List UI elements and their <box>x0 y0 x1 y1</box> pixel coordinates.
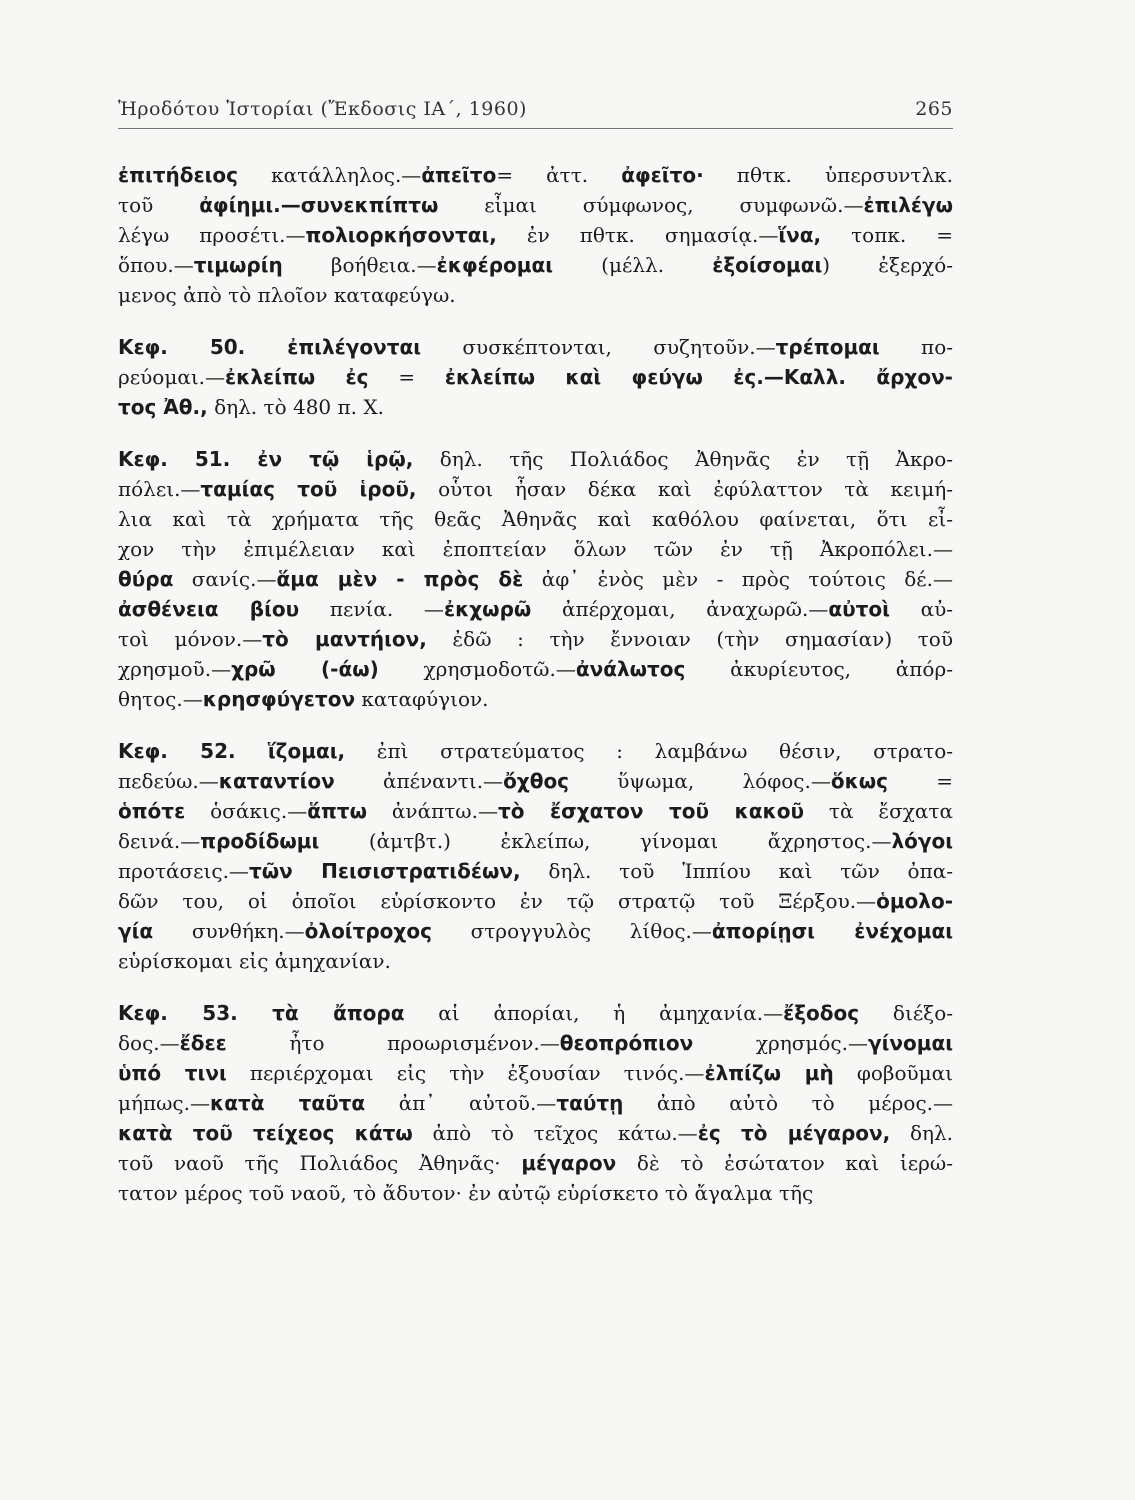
text-line <box>118 444 953 474</box>
gloss: χρησμοῦ.— <box>118 657 232 681</box>
gloss: δῶν του, οἱ ὁποῖοι εὑρίσκοντο ἐν τῷ στρατῷ τοῦ Ξέρξου.— <box>118 889 877 913</box>
text-line <box>118 684 953 714</box>
text-line <box>118 624 953 654</box>
gloss: ἀπέναντι.— <box>334 769 504 793</box>
gloss: δηλ. τοῦ Ἱππίου καὶ τῶν ὀπα- <box>520 859 953 883</box>
lemma: Κεφ. 52. <box>118 739 268 763</box>
lemma: κατὰ ταῦτα <box>210 1091 366 1115</box>
lemma: ἵζομαι, <box>267 739 346 763</box>
lemma: ἀπεῖτο <box>421 163 497 187</box>
lemma: ὅκως <box>830 769 889 793</box>
gloss: πθτκ. ὑπερσυντλκ. <box>703 163 953 187</box>
paragraph <box>118 160 953 310</box>
text-line <box>118 1148 953 1178</box>
gloss: πο- <box>879 335 953 359</box>
gloss: χρησμός.— <box>693 1031 868 1055</box>
text-line <box>118 190 953 220</box>
gloss: = <box>368 365 445 389</box>
text-line <box>118 1178 953 1208</box>
text-line <box>118 856 953 886</box>
gloss: τὰ ἔσχατα <box>803 799 953 823</box>
paragraph <box>118 332 953 422</box>
gloss: ἀνάπτω.— <box>366 799 498 823</box>
lemma: τῶν Πεισιστρατιδέων, <box>248 859 521 883</box>
lemma: ταύτῃ <box>556 1091 624 1115</box>
gloss: ὅπου.— <box>118 253 194 277</box>
gloss: ἀφ᾽ ἑνὸς μὲν - πρὸς τούτοις δέ.— <box>523 567 953 591</box>
gloss: τατον μέρος τοῦ ναοῦ, τὸ ἄδυτον· ἐν αὐτῷ εὑρίσκετο τὸ ἄγαλμα τῆς <box>118 1181 814 1205</box>
text-line <box>118 1058 953 1088</box>
lemma: λόγοι <box>891 829 953 853</box>
lemma: μέγαρον <box>521 1151 617 1175</box>
gloss: δὲ τὸ ἐσώτατον καὶ ἱερώ- <box>616 1151 953 1175</box>
gloss: σανίς.— <box>173 567 277 591</box>
text-line <box>118 886 953 916</box>
text-line <box>118 280 953 310</box>
text-line <box>118 736 953 766</box>
lemma: ὀλοίτροχος <box>304 919 432 943</box>
lemma: θεοπρόπιον <box>559 1031 694 1055</box>
lemma: ὄχθος <box>503 769 570 793</box>
commentary-body <box>118 160 953 1230</box>
gloss: (μέλλ. <box>553 253 713 277</box>
lemma: τρέπομαι <box>775 335 880 359</box>
text-line <box>118 1088 953 1118</box>
gloss: συσκέπτονται, συζητοῦν.— <box>421 335 776 359</box>
lemma: τος Ἀθ., <box>118 395 208 419</box>
gloss: αἱ ἀπορίαι, ἡ ἀμηχανία.— <box>404 1001 784 1025</box>
lemma: ἐξοίσομαι <box>712 253 823 277</box>
gloss: ἀκυρίευτος, ἀπόρ- <box>685 657 953 681</box>
gloss: ἐν πθτκ. σημασίᾳ.— <box>496 223 779 247</box>
lemma: ἐν τῷ ἱρῷ, <box>257 447 414 471</box>
gloss: διέξο- <box>859 1001 953 1025</box>
gloss: βοήθεια.— <box>282 253 437 277</box>
text-line <box>118 826 953 856</box>
text-line <box>118 796 953 826</box>
text-line <box>118 1118 953 1148</box>
text-line <box>118 1028 953 1058</box>
gloss: λια καὶ τὰ χρήματα τῆς θεᾶς Ἀθηνᾶς καὶ καθόλου φαίνεται, ὅτι εἶ- <box>118 507 953 531</box>
lemma: γίνομαι <box>867 1031 953 1055</box>
gloss: προτάσεις.— <box>118 859 249 883</box>
lemma: Κεφ. 50. <box>118 335 288 359</box>
gloss: ἀπὸ αὐτὸ τὸ μέρος.— <box>623 1091 953 1115</box>
gloss: φοβοῦμαι <box>833 1061 953 1085</box>
gloss: ἀπ᾽ αὐτοῦ.— <box>365 1091 557 1115</box>
text-line <box>118 564 953 594</box>
text-line <box>118 362 953 392</box>
gloss: κατάλληλος.— <box>238 163 422 187</box>
gloss: εὑρίσκομαι εἰς ἀμηχανίαν. <box>118 949 391 973</box>
lemma: ὁπότε <box>118 799 186 823</box>
text-line <box>118 250 953 280</box>
header-title: Ἡροδότου Ἱστορίαι (Ἔκδοσις ΙΑ΄, 1960) <box>118 98 527 120</box>
gloss: καταφύγιον. <box>355 687 489 711</box>
lemma: ἐκφέρομαι <box>436 253 554 277</box>
gloss: μήπως.— <box>118 1091 210 1115</box>
lemma: ἔξοδος <box>783 1001 860 1025</box>
gloss: συνθήκη.— <box>153 919 305 943</box>
text-line <box>118 220 953 250</box>
lemma: πολιορκήσονται, <box>305 223 497 247</box>
lemma: ἐς τὸ μέγαρον, <box>697 1121 891 1145</box>
gloss: ἐδῶ : τὴν ἔννοιαν (τὴν σημασίαν) τοῦ <box>426 627 953 651</box>
text-line <box>118 504 953 534</box>
lemma: χρῶ (-άω) <box>231 657 379 681</box>
gloss: θητος.— <box>118 687 203 711</box>
gloss: ρεύομαι.— <box>118 365 226 389</box>
gloss: πενία. — <box>299 597 444 621</box>
gloss: αὐ- <box>889 597 953 621</box>
text-line <box>118 534 953 564</box>
gloss: ἦτο προωρισμένον.— <box>226 1031 560 1055</box>
gloss: περιέρχομαι εἰς τὴν ἐξουσίαν τινός.— <box>226 1061 705 1085</box>
text-line <box>118 998 953 1028</box>
lemma: ὑπό τινι <box>118 1061 227 1085</box>
lemma: Κεφ. 51. <box>118 447 258 471</box>
lemma: ἀφεῖτο· <box>621 163 704 187</box>
lemma: γία <box>118 919 154 943</box>
lemma: ἅπτω <box>307 799 367 823</box>
gloss: χον τὴν ἐπιμέλειαν καὶ ἐποπτείαν ὅλων τῶν ἐν τῇ Ἀκροπόλει.— <box>118 537 953 561</box>
gloss: ἐπὶ στρατεύματος : λαμβάνω θέσιν, στρατο- <box>345 739 953 763</box>
text-line <box>118 594 953 624</box>
lemma: αὐτοὶ <box>828 597 890 621</box>
lemma: ἵνα, <box>778 223 822 247</box>
lemma: ἐπιτήδειος <box>118 163 239 187</box>
lemma: ἐκχωρῶ <box>443 597 532 621</box>
lemma: ἐπιλέγω <box>863 193 953 217</box>
lemma: κρησφύγετον <box>202 687 356 711</box>
lemma: ἀφίημι.—συνεκπίπτω <box>199 193 439 217</box>
lemma: ἔδεε <box>179 1031 227 1055</box>
gloss: ὁσάκις.— <box>185 799 308 823</box>
gloss: ) ἐξερχό- <box>822 253 953 277</box>
lemma: τιμωρίη <box>193 253 283 277</box>
gloss: τοὶ μόνον.— <box>118 627 263 651</box>
gloss: ὕψωμα, λόφος.— <box>569 769 831 793</box>
lemma: ταμίας τοῦ ἱροῦ, <box>200 477 417 501</box>
gloss: εἶμαι σύμφωνος, συμφωνῶ.— <box>438 193 864 217</box>
lemma: ἀσθένεια βίου <box>118 597 300 621</box>
text-line <box>118 766 953 796</box>
gloss: δος.— <box>118 1031 180 1055</box>
lemma: προδίδωμι <box>200 829 320 853</box>
gloss: οὗτοι ἦσαν δέκα καὶ ἐφύλαττον τὰ κειμή- <box>416 477 953 501</box>
gloss: πεδεύω.— <box>118 769 219 793</box>
gloss: ἀπὸ τὸ τεῖχος κάτω.— <box>412 1121 698 1145</box>
gloss: ἀπέρχομαι, ἀναχωρῶ.— <box>531 597 829 621</box>
lemma: ἐκλείπω ἐς <box>225 365 369 389</box>
text-line <box>118 916 953 946</box>
lemma: τὸ μαντήιον, <box>262 627 427 651</box>
gloss: τοπκ. = <box>821 223 953 247</box>
paragraph <box>118 998 953 1208</box>
gloss: χρησμοδοτῶ.— <box>378 657 576 681</box>
paragraph <box>118 736 953 976</box>
gloss: τοῦ ναοῦ τῆς Πολιάδος Ἀθηνᾶς· <box>118 1151 522 1175</box>
page-number: 265 <box>915 98 953 120</box>
gloss: δηλ. τὸ 480 π. Χ. <box>207 395 384 419</box>
text-line <box>118 474 953 504</box>
gloss: δηλ. <box>890 1121 953 1145</box>
lemma: θύρα <box>118 567 174 591</box>
lemma: ἐκλείπω καὶ φεύγω ἐς.—Καλλ. ἄρχον- <box>444 365 953 389</box>
gloss: λέγω προσέτι.— <box>118 223 306 247</box>
lemma: ἐπιλέγονται <box>287 335 422 359</box>
gloss: (ἀμτβτ.) ἐκλείπω, γίνομαι ἄχρηστος.— <box>319 829 892 853</box>
gloss: = <box>888 769 953 793</box>
gloss: μενος ἀπὸ τὸ πλοῖον καταφεύγω. <box>118 283 456 307</box>
text-line <box>118 332 953 362</box>
lemma: τὸ ἔσχατον τοῦ κακοῦ <box>497 799 804 823</box>
gloss: = ἀττ. <box>496 163 622 187</box>
lemma: τὰ ἄπορα <box>272 1001 405 1025</box>
gloss: τοῦ <box>118 193 200 217</box>
lemma: ἅμα μὲν - πρὸς δὲ <box>276 567 524 591</box>
header-rule <box>118 128 953 129</box>
running-header <box>118 98 953 120</box>
paragraph <box>118 444 953 714</box>
lemma: ἐλπίζω μὴ <box>704 1061 834 1085</box>
lemma: ἀπορίῃσι ἐνέχομαι <box>711 919 953 943</box>
lemma: ἀνάλωτος <box>575 657 686 681</box>
text-line <box>118 654 953 684</box>
lemma: κατὰ τοῦ τείχεος κάτω <box>118 1121 413 1145</box>
text-line <box>118 946 953 976</box>
gloss: δεινά.— <box>118 829 201 853</box>
text-line <box>118 160 953 190</box>
gloss: δηλ. τῆς Πολιάδος Ἀθηνᾶς ἐν τῇ Ἀκρο- <box>413 447 953 471</box>
gloss: πόλει.— <box>118 477 201 501</box>
gloss: στρογγυλὸς λίθος.— <box>431 919 712 943</box>
lemma: ὁμολο- <box>876 889 953 913</box>
lemma: Κεφ. 53. <box>118 1001 273 1025</box>
lemma: καταντίον <box>218 769 335 793</box>
text-line <box>118 392 953 422</box>
